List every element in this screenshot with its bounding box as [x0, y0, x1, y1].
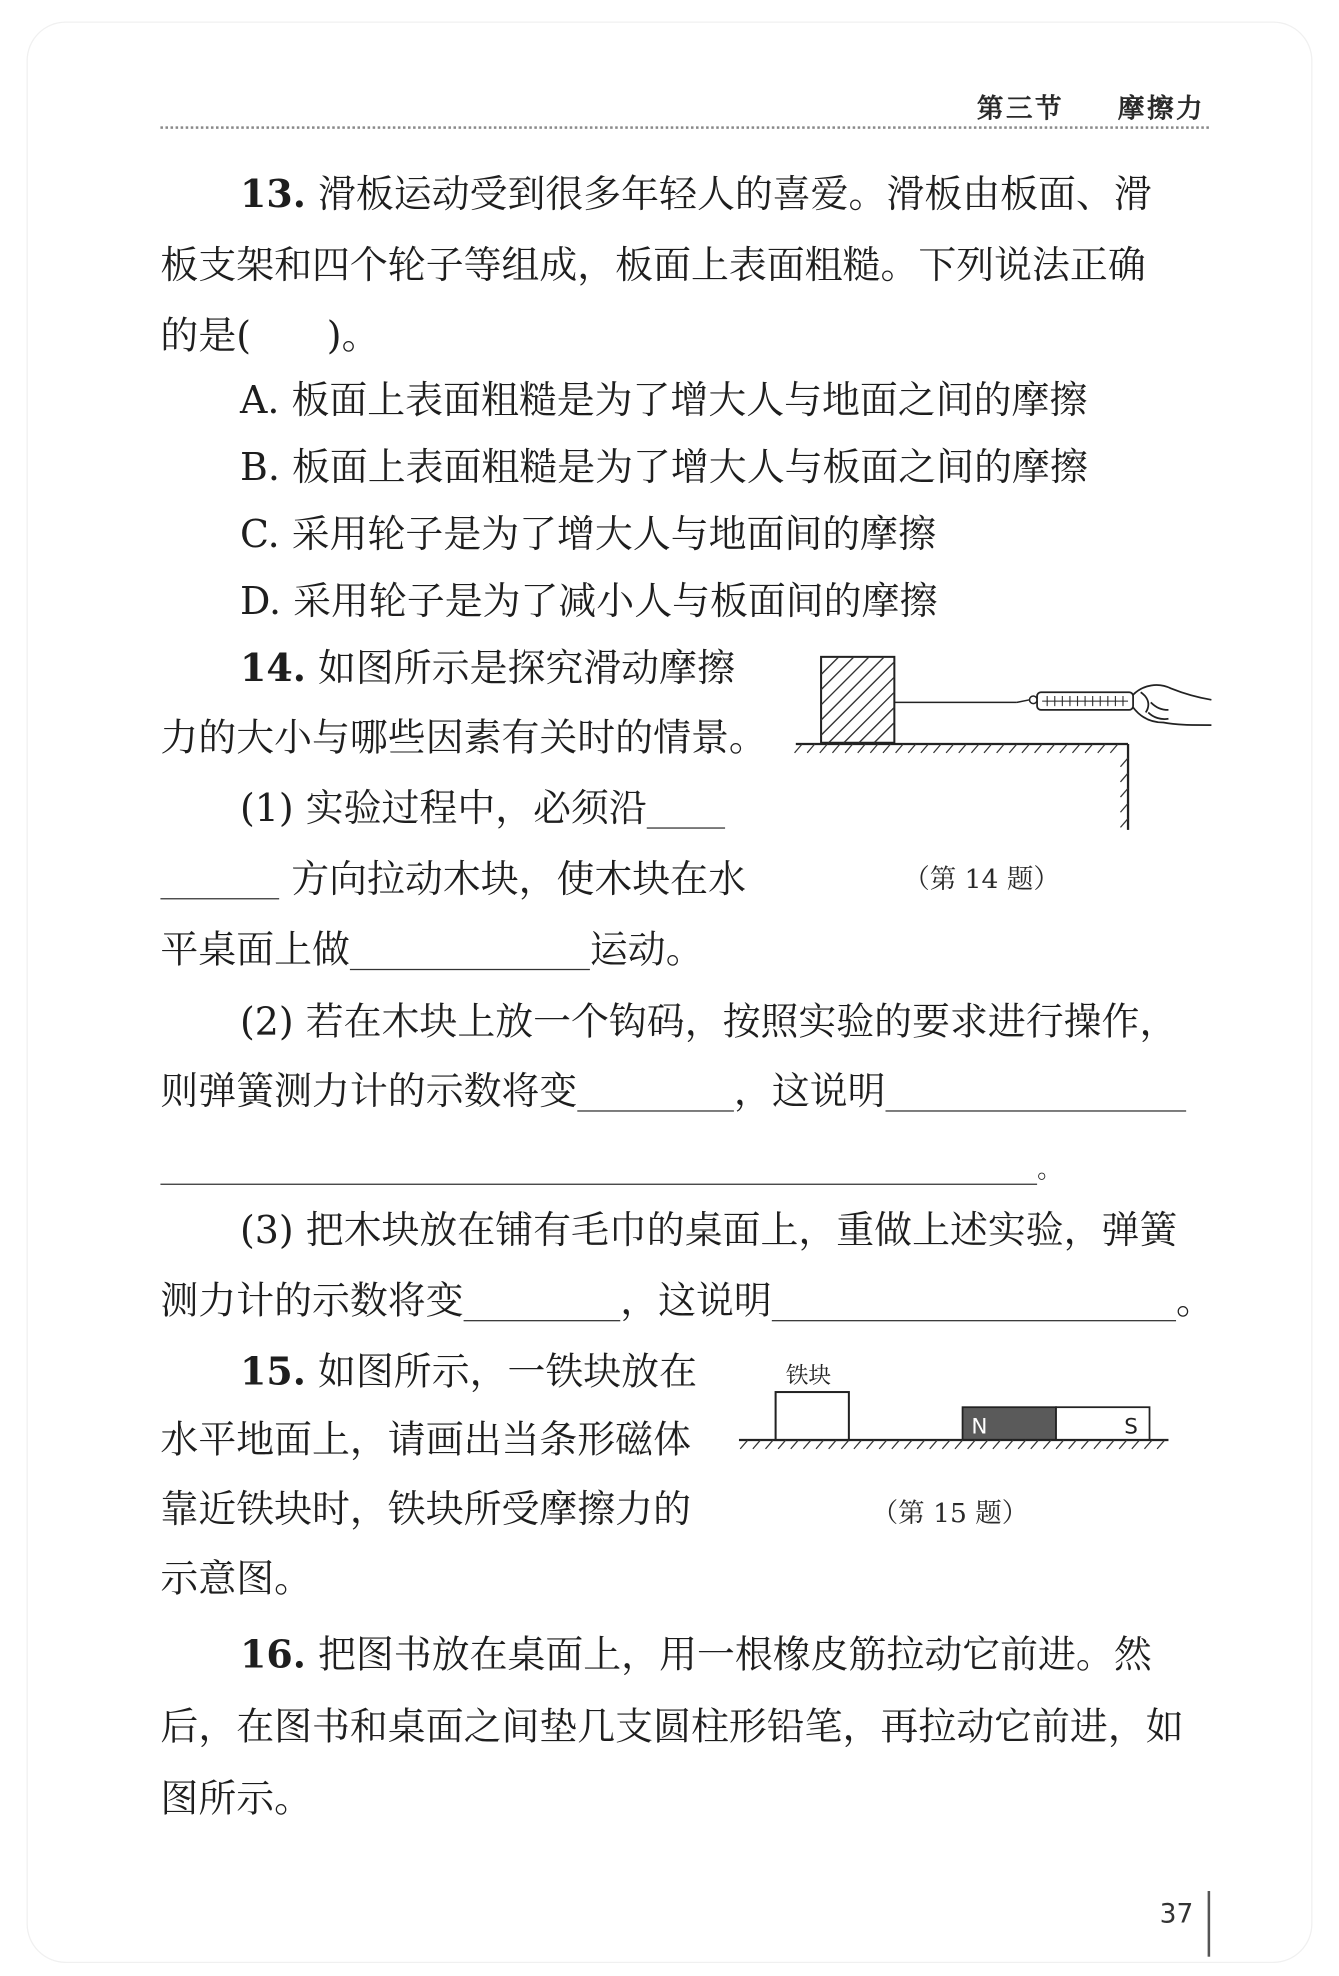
page-number: 37: [1159, 1898, 1194, 1929]
q16-number: 16.: [240, 1633, 306, 1678]
bar-magnet: [963, 1407, 1150, 1440]
q14-blank-explain-3[interactable]: [772, 1290, 1176, 1322]
spring-scale: [894, 692, 1133, 710]
q14-part2-text-c: ，这说明: [733, 1069, 886, 1115]
iron-block: [776, 1392, 849, 1440]
q14-blank-reading-3[interactable]: [464, 1290, 621, 1322]
q14-text-1: 如图所示是探究滑动摩擦: [318, 646, 735, 691]
q16-line2: 后，在图书和桌面之间垫几支圆柱形铅笔，再拉动它前进，如: [160, 1705, 1184, 1750]
q13-option-b: B. 板面上表面粗糙是为了增大人与板面之间的摩擦: [240, 445, 1088, 491]
q15-figure: [733, 1358, 1175, 1465]
q15-line4: 示意图。: [160, 1557, 313, 1602]
header-title: 摩擦力: [1117, 93, 1206, 124]
q15-caption: （第 15 题）: [871, 1498, 1029, 1529]
header: [977, 88, 1205, 126]
q14-part3-line2: [160, 1279, 1214, 1324]
magnet-s-label: S: [1124, 1414, 1138, 1440]
header-divider: [160, 126, 1208, 129]
q14-part1-text-d: 运动。: [589, 928, 704, 973]
q15-line2: 水平地面上，请画出当条形磁体: [160, 1418, 691, 1463]
q16-text-1: 把图书放在桌面上，用一根橡皮筋拉动它前进。然: [318, 1633, 1152, 1678]
q13-option-d: D. 采用轮子是为了减小人与板面间的摩擦: [240, 579, 938, 625]
iron-block-label: 铁块: [785, 1363, 832, 1390]
q14-number: 14.: [240, 646, 306, 691]
q14-part1-text-b: 方向拉动木块，使木块在水: [291, 857, 746, 902]
header-section: 第三节: [976, 93, 1065, 124]
q14-part2-end: 。: [1037, 1153, 1063, 1184]
q14-part2-line3: [160, 1147, 1062, 1185]
page-number-divider: [1208, 1891, 1210, 1957]
q14-blank-motion[interactable]: [350, 939, 590, 971]
q14-part3-text-c: ，这说明: [620, 1279, 772, 1324]
q14-part1-line2: [160, 857, 746, 902]
q14-part1-line1: [240, 786, 725, 832]
q16-line1: [240, 1633, 1152, 1678]
q14-line2: 力的大小与哪些因素有关时的情景。: [160, 716, 767, 761]
q15-number: 15.: [240, 1350, 306, 1395]
table-surface: [795, 744, 1128, 830]
q13-line2: 板支架和四个轮子等组成，板面上表面粗糙。下列说法正确: [160, 243, 1146, 289]
q13-option-c: C. 采用轮子是为了增大人与地面间的摩擦: [240, 512, 936, 558]
magnet-n-label: N: [971, 1414, 988, 1440]
q14-part3-end: 。: [1176, 1279, 1214, 1324]
q16-line3: 图所示。: [160, 1777, 313, 1822]
q14-blank-direction[interactable]: [647, 797, 725, 829]
q13-text-1: 滑板运动受到很多年轻人的喜爱。滑板由板面、滑: [318, 173, 1152, 218]
q14-part2-line1: (2) 若在木块上放一个钩码，按照实验的要求进行操作，: [240, 1000, 1178, 1045]
q14-part1-line3: [160, 928, 704, 973]
q14-blank-explain-2[interactable]: [886, 1080, 1187, 1112]
q13-number: 13.: [240, 173, 306, 218]
q14-caption: （第 14 题）: [903, 864, 1060, 895]
q14-part1-text-c: 平桌面上做: [160, 928, 350, 973]
q15-text-1: 如图所示，一铁块放在: [318, 1350, 697, 1395]
q15-line3: 靠近铁块时，铁块所受摩擦力的: [160, 1488, 691, 1533]
q13-line3: 的是( )。: [160, 314, 380, 359]
q14-figure: [790, 647, 1219, 836]
q14-part2-text-b: 则弹簧测力计的示数将变: [160, 1069, 578, 1115]
q13-line1: [240, 173, 1152, 218]
q14-line1: [240, 646, 735, 691]
q15-line1: [240, 1350, 697, 1395]
q14-part3-line1: (3) 把木块放在铺有毛巾的桌面上，重做上述实验，弹簧: [240, 1208, 1178, 1254]
q14-blank-reading-2[interactable]: [577, 1080, 734, 1112]
q14-part3-text-b: 测力计的示数将变: [160, 1279, 464, 1324]
hand-illustration: [1133, 685, 1211, 725]
q14-part2-line2: [160, 1069, 1186, 1115]
ground-surface: [739, 1440, 1168, 1449]
q14-blank-direction-cont[interactable]: [160, 868, 279, 900]
q13-option-a: A. 板面上表面粗糙是为了增大人与地面之间的摩擦: [240, 378, 1088, 424]
q14-part1-text-a: (1) 实验过程中，必须沿: [240, 786, 647, 832]
q14-blank-explain-2-cont[interactable]: [160, 1153, 1037, 1185]
